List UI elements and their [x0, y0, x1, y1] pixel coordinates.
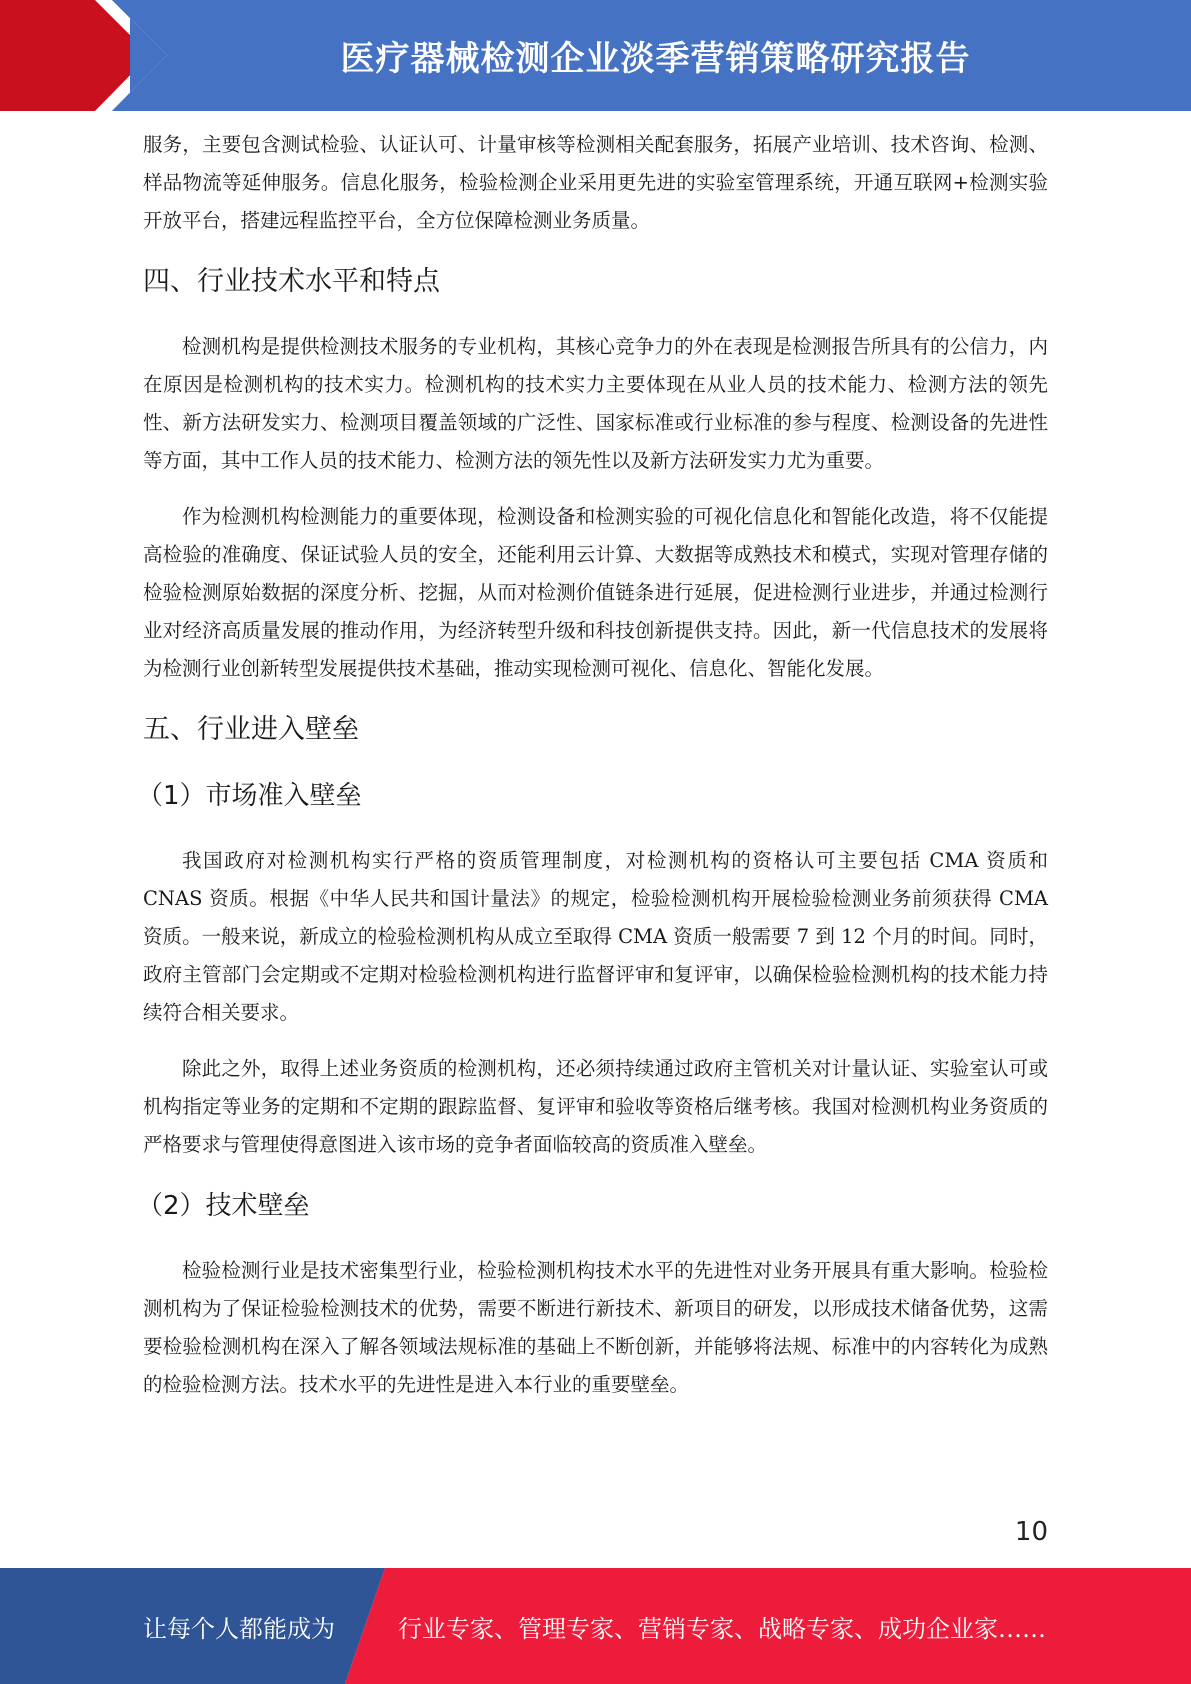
market-access-paragraph-1: 我国政府对检测机构实行严格的资质管理制度，对检测机构的资格认可主要包括 CMA 资质和 CNAS 资质。根据《中华人民共和国计量法》的规定，检验检测机构开展检验检测业务前须获得 CMA 资质。一般来说，新成立的检验检测机构从成立至取得 CMA 资质一般需要 7 到 12 个月的时间。同时，政府主管部门会定期或不定期对检验检测机构进行监督评审和复评审，以确保检验检测机构的技术能力持续符合相关要求。 [143, 849, 1048, 1024]
intro-paragraph: 服务，主要包含测试检验、认证认可、计量审核等检测相关配套服务，拓展产业培训、技术咨询、检测、样品物流等延伸服务。信息化服务，检验检测企业采用更先进的实验室管理系统，开通互联网+检测实验开放平台，搭建远程监控平台，全方位保障检测业务质量。 [143, 133, 1048, 232]
page-header [0, 0, 1191, 111]
market-access-paragraph-2: 除此之外，取得上述业务资质的检测机构，还必须持续通过政府主管机关对计量认证、实验室认可或机构指定等业务的定期和不定期的跟踪监督、复评审和验收等资格后继考核。我国对检测机构业务资质的严格要求与管理使得意图进入该市场的竞争者面临较高的资质准入壁垒。 [143, 1057, 1048, 1156]
subsection-market-access-heading: （1）市场准入壁垒 [137, 781, 362, 811]
section-4-heading: 四、行业技术水平和特点 [143, 266, 440, 297]
page-content [137, 126, 1048, 1422]
header-chevron-icon [0, 0, 260, 111]
subsection-technical-heading: （2）技术壁垒 [137, 1191, 310, 1221]
report-title: 医疗器械检测企业淡季营销策略研究报告 [340, 39, 971, 79]
page-number: 10 [1014, 1517, 1048, 1547]
footer-slogan-left: 让每个人都能成为 [143, 1614, 335, 1643]
technical-paragraph-1: 检验检测行业是技术密集型行业，检验检测机构技术水平的先进性对业务开展具有重大影响。检验检测机构为了保证检验检测技术的优势，需要不断进行新技术、新项目的研发，以形成技术储备优势，这需要检验检测机构在深入了解各领域法规标准的基础上不断创新，并能够将法规、标准中的内容转化为成熟的检验检测方法。技术水平的先进性是进入本行业的重要壁垒。 [143, 1259, 1048, 1396]
section-4-paragraph-1: 检测机构是提供检测技术服务的专业机构，其核心竞争力的外在表现是检测报告所具有的公信力，内在原因是检测机构的技术实力。检测机构的技术实力主要体现在从业人员的技术能力、检测方法的领先性、新方法研发实力、检测项目覆盖领域的广泛性、国家标准或行业标准的参与程度、检测设备的先进性等方面，其中工作人员的技术能力、检测方法的领先性以及新方法研发实力尤为重要。 [143, 335, 1048, 472]
footer-slogan-right: 行业专家、管理专家、营销专家、战略专家、成功企业家…… [398, 1614, 1046, 1643]
section-5-heading: 五、行业进入壁垒 [143, 714, 359, 745]
section-4-paragraph-2: 作为检测机构检测能力的重要体现，检测设备和检测实验的可视化信息化和智能化改造，将不仅能提高检验的准确度、保证试验人员的安全，还能利用云计算、大数据等成熟技术和模式，实现对管理存储的检验检测原始数据的深度分析、挖掘，从而对检测价值链条进行延展，促进检测行业进步，并通过检测行业对经济高质量发展的推动作用，为经济转型升级和科技创新提供支持。因此，新一代信息技术的发展将为检测行业创新转型发展提供技术基础，推动实现检测可视化、信息化、智能化发展。 [143, 505, 1048, 680]
page-footer [0, 1568, 1191, 1684]
